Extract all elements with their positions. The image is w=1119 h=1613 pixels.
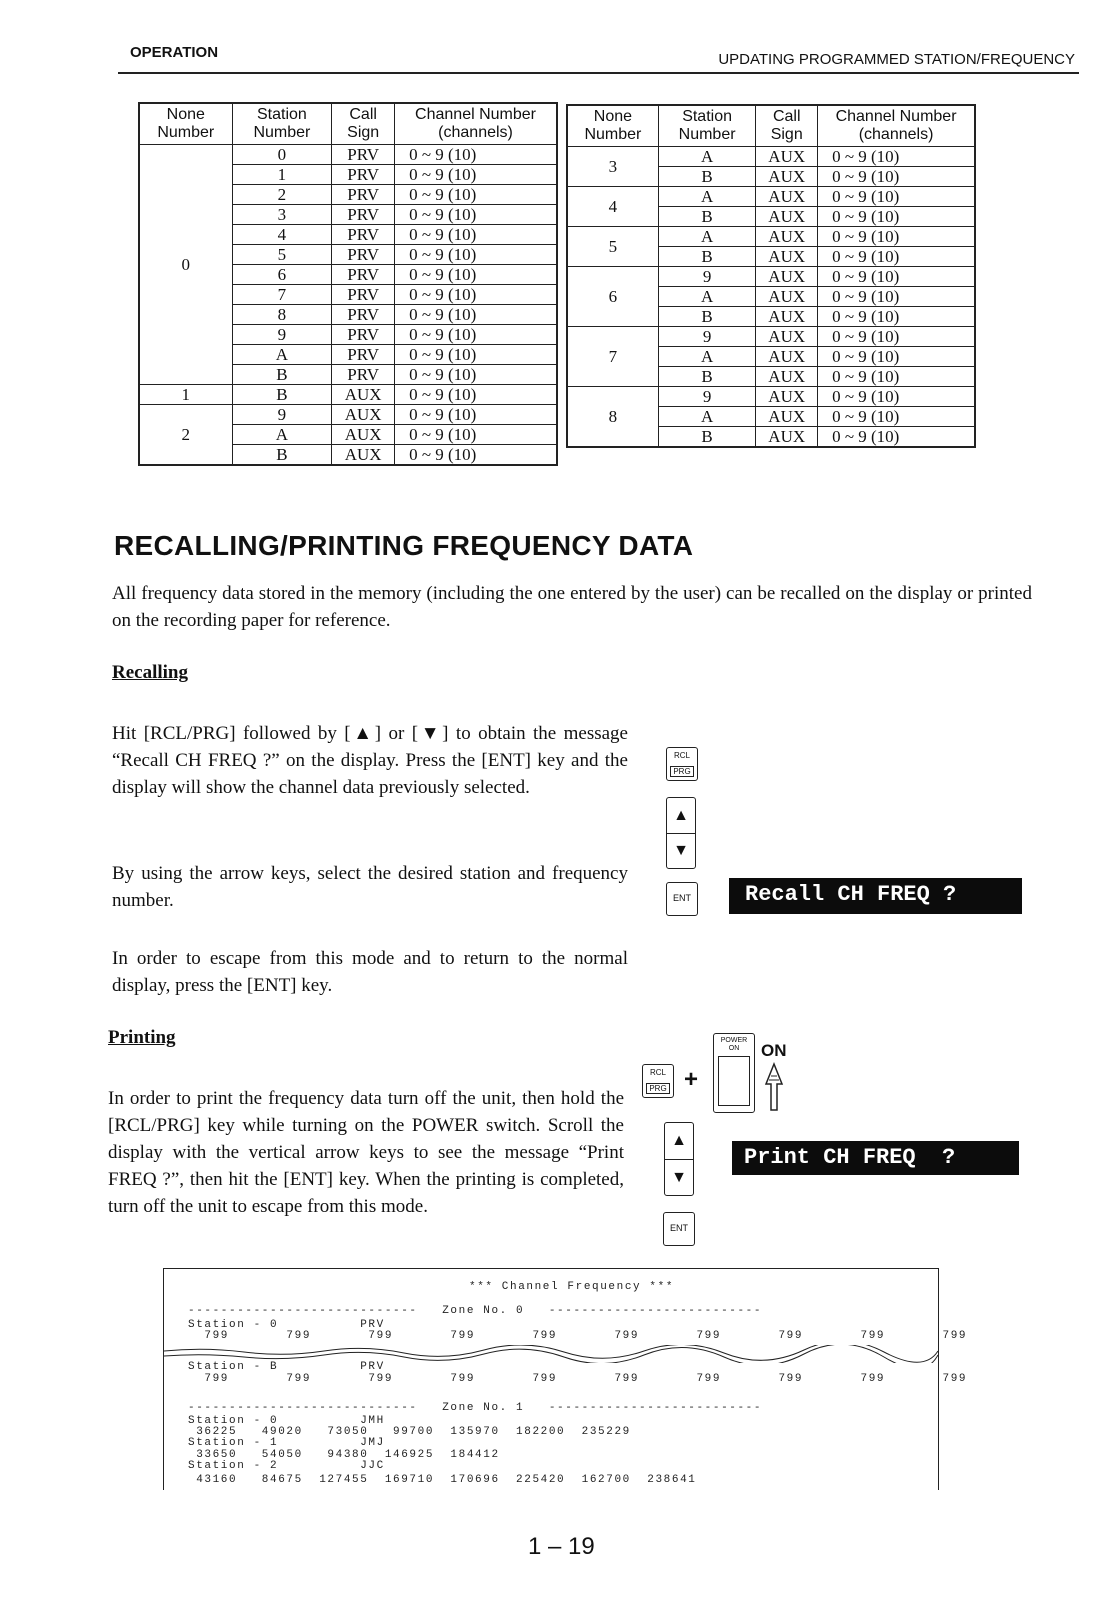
call-sign-cell: AUX — [756, 427, 818, 448]
channel-number-cell: 0 ~ 9 (10) — [818, 147, 975, 167]
printout-title: *** Channel Frequency *** — [469, 1281, 675, 1293]
call-sign-cell: PRV — [332, 205, 395, 225]
down-arrow-key[interactable]: ▼ — [665, 1159, 693, 1195]
channel-number-cell: 0 ~ 9 (10) — [395, 265, 557, 285]
station-number-cell: B — [658, 167, 756, 187]
station-number-cell: A — [232, 425, 332, 445]
channel-number-cell: 0 ~ 9 (10) — [818, 347, 975, 367]
printout-line: Station - B PRV — [188, 1361, 385, 1373]
recall-lcd-display: Recall CH FREQ ? — [729, 878, 1022, 914]
printout-line: 799 799 799 799 799 799 799 799 799 799 — [188, 1373, 968, 1385]
channel-number-cell: 0 ~ 9 (10) — [818, 367, 975, 387]
station-number-cell: A — [658, 347, 756, 367]
col-header-channel: Channel Number (channels) — [395, 103, 557, 145]
call-sign-cell: AUX — [756, 387, 818, 407]
recalling-paragraph-1: Hit [RCL/PRG] followed by [▲] or [▼] to obtain the message “Recall CH FREQ ?” on the display. Press the [ENT] key and the display will show the channel data previously selected. — [112, 723, 628, 798]
ent-key-label: ENT — [670, 1223, 688, 1233]
station-number-cell: 0 — [232, 145, 332, 165]
channel-number-cell: 0 ~ 9 (10) — [395, 405, 557, 425]
rcl-key-label: RCL — [649, 1068, 666, 1077]
power-on-label: ON — [728, 1045, 740, 1052]
col-header-channel: Channel Number (channels) — [818, 105, 975, 147]
station-number-cell: 6 — [232, 265, 332, 285]
channel-number-cell: 0 ~ 9 (10) — [395, 385, 557, 405]
station-number-cell: A — [658, 227, 756, 247]
col-header-call: Call Sign — [756, 105, 818, 147]
channel-number-cell: 0 ~ 9 (10) — [395, 165, 557, 185]
station-number-cell: B — [232, 365, 332, 385]
station-number-cell: 9 — [232, 405, 332, 425]
header-rule — [118, 72, 1079, 74]
zone-number-cell: 3 — [567, 147, 658, 187]
zone-table-row — [567, 327, 975, 347]
call-sign-cell: AUX — [756, 307, 818, 327]
col-header-zone: None Number — [139, 103, 232, 145]
channel-number-cell: 0 ~ 9 (10) — [395, 345, 557, 365]
station-number-cell: A — [658, 147, 756, 167]
call-sign-cell: AUX — [756, 327, 818, 347]
col-header-call: Call Sign — [332, 103, 395, 145]
call-sign-cell: PRV — [332, 165, 395, 185]
zone-table-row — [567, 227, 975, 247]
station-number-cell: 8 — [232, 305, 332, 325]
station-number-cell: 3 — [232, 205, 332, 225]
recalling-paragraph-3: In order to escape from this mode and to return to the normal display, press the [ENT] key. — [112, 948, 628, 996]
plus-sign: + — [684, 1066, 699, 1093]
page-number: 1 – 19 — [528, 1533, 595, 1560]
col-header-station: Station Number — [232, 103, 332, 145]
zone-table-right-body — [567, 147, 975, 448]
printout-line: 33650 54050 94380 146925 184412 — [188, 1449, 500, 1461]
station-number-cell: B — [658, 427, 756, 448]
station-number-cell: B — [658, 247, 756, 267]
station-number-cell: 5 — [232, 245, 332, 265]
call-sign-cell: PRV — [332, 245, 395, 265]
power-rocker — [718, 1056, 750, 1106]
channel-number-cell: 0 ~ 9 (10) — [818, 387, 975, 407]
call-sign-cell: AUX — [756, 287, 818, 307]
recalling-heading: Recalling — [112, 662, 188, 683]
ent-key[interactable] — [666, 882, 698, 916]
printout-line: Station - 0 JMH — [188, 1415, 385, 1427]
rcl-key-label: RCL — [673, 751, 690, 760]
zone-number-cell: 0 — [139, 145, 232, 385]
zone-table-right — [566, 104, 976, 448]
printout-line: 43160 84675 127455 169710 170696 225420 162700 238641 — [188, 1474, 697, 1486]
channel-number-cell: 0 ~ 9 (10) — [395, 445, 557, 466]
call-sign-cell: PRV — [332, 325, 395, 345]
station-number-cell: 7 — [232, 285, 332, 305]
channel-number-cell: 0 ~ 9 (10) — [395, 305, 557, 325]
station-number-cell: 9 — [658, 387, 756, 407]
channel-number-cell: 0 ~ 9 (10) — [395, 325, 557, 345]
call-sign-cell: AUX — [332, 425, 395, 445]
power-on-indicator: ON — [761, 1041, 787, 1060]
zone-table-row — [567, 387, 975, 407]
station-number-cell: 9 — [658, 267, 756, 287]
zone-table-row — [567, 187, 975, 207]
station-number-cell: A — [232, 345, 332, 365]
zone-table-row — [139, 385, 557, 405]
channel-number-cell: 0 ~ 9 (10) — [818, 427, 975, 448]
printing-paragraph: In order to print the frequency data turn off the unit, then hold the [RCL/PRG] key while turning on the POWER switch. Scroll the display with the vertical arrow keys to see the message “Print FREQ ?”, then hit the [ENT] key. When the printing is completed, turn off the unit to escape from this mode. — [108, 1088, 624, 1217]
arrow-keys-print — [664, 1122, 694, 1196]
call-sign-cell: PRV — [332, 345, 395, 365]
call-sign-cell: PRV — [332, 145, 395, 165]
channel-number-cell: 0 ~ 9 (10) — [818, 187, 975, 207]
call-sign-cell: PRV — [332, 305, 395, 325]
call-sign-cell: AUX — [332, 445, 395, 466]
zone-table-left — [138, 102, 558, 466]
call-sign-cell: PRV — [332, 365, 395, 385]
printout-line: Station - 1 JMJ — [188, 1437, 385, 1449]
call-sign-cell: AUX — [756, 227, 818, 247]
col-header-zone: None Number — [567, 105, 658, 147]
station-number-cell: A — [658, 187, 756, 207]
station-number-cell: 9 — [232, 325, 332, 345]
channel-number-cell: 0 ~ 9 (10) — [395, 185, 557, 205]
channel-number-cell: 0 ~ 9 (10) — [395, 285, 557, 305]
channel-number-cell: 0 ~ 9 (10) — [818, 307, 975, 327]
zone-table-row — [139, 145, 557, 165]
call-sign-cell: PRV — [332, 285, 395, 305]
call-sign-cell: AUX — [756, 147, 818, 167]
zone-number-cell: 7 — [567, 327, 658, 387]
channel-number-cell: 0 ~ 9 (10) — [818, 267, 975, 287]
printout-zone1-separator: ---------------------------- Zone No. 1 -------------------------- — [188, 1402, 763, 1414]
channel-number-cell: 0 ~ 9 (10) — [395, 425, 557, 445]
printout-line: Station - 2 JJC — [188, 1460, 385, 1472]
station-number-cell: 1 — [232, 165, 332, 185]
zone-table-row — [567, 267, 975, 287]
channel-number-cell: 0 ~ 9 (10) — [818, 407, 975, 427]
channel-number-cell: 0 ~ 9 (10) — [395, 365, 557, 385]
call-sign-cell: PRV — [332, 225, 395, 245]
channel-number-cell: 0 ~ 9 (10) — [395, 225, 557, 245]
channel-number-cell: 0 ~ 9 (10) — [818, 167, 975, 187]
call-sign-cell: PRV — [332, 185, 395, 205]
zone-number-cell: 4 — [567, 187, 658, 227]
call-sign-cell: PRV — [332, 265, 395, 285]
channel-number-cell: 0 ~ 9 (10) — [818, 287, 975, 307]
zone-number-cell: 5 — [567, 227, 658, 267]
zone-table-row — [567, 147, 975, 167]
channel-number-cell: 0 ~ 9 (10) — [818, 327, 975, 347]
recalling-paragraph-2: By using the arrow keys, select the desired station and frequency number. — [112, 863, 628, 911]
station-number-cell: B — [232, 445, 332, 466]
call-sign-cell: AUX — [756, 407, 818, 427]
station-number-cell: B — [232, 385, 332, 405]
rcl-prg-key-print[interactable] — [642, 1064, 674, 1098]
station-number-cell: A — [658, 287, 756, 307]
printing-heading: Printing — [108, 1027, 176, 1048]
zone-table-header — [567, 105, 975, 147]
printout-zone0-separator: ---------------------------- Zone No. 0 -------------------------- — [188, 1305, 763, 1317]
call-sign-cell: AUX — [756, 247, 818, 267]
call-sign-cell: AUX — [756, 347, 818, 367]
ent-key-print[interactable] — [663, 1212, 695, 1246]
printout-line: 799 799 799 799 799 799 799 799 799 799 — [188, 1330, 968, 1342]
call-sign-cell: AUX — [756, 187, 818, 207]
channel-number-cell: 0 ~ 9 (10) — [818, 247, 975, 267]
channel-number-cell: 0 ~ 9 (10) — [818, 227, 975, 247]
station-number-cell: A — [658, 407, 756, 427]
arrow-keys — [666, 797, 696, 869]
call-sign-cell: AUX — [332, 405, 395, 425]
station-number-cell: 4 — [232, 225, 332, 245]
channel-number-cell: 0 ~ 9 (10) — [818, 207, 975, 227]
call-sign-cell: AUX — [756, 207, 818, 227]
zone-table-row — [139, 405, 557, 425]
station-number-cell: B — [658, 367, 756, 387]
down-arrow-key[interactable]: ▼ — [667, 833, 695, 868]
printout-sample — [163, 1268, 968, 1490]
call-sign-cell: AUX — [756, 367, 818, 387]
zone-number-cell: 6 — [567, 267, 658, 327]
section-title: RECALLING/PRINTING FREQUENCY DATA — [114, 530, 694, 561]
channel-number-cell: 0 ~ 9 (10) — [395, 145, 557, 165]
zone-number-cell: 2 — [139, 405, 232, 466]
col-header-station: Station Number — [658, 105, 756, 147]
call-sign-cell: AUX — [756, 267, 818, 287]
call-sign-cell: AUX — [756, 167, 818, 187]
ent-key-label: ENT — [673, 893, 691, 903]
channel-number-cell: 0 ~ 9 (10) — [395, 245, 557, 265]
printout-line: Station - 0 PRV — [188, 1319, 385, 1331]
power-label: POWER — [720, 1037, 748, 1044]
section-header-right: UPDATING PROGRAMMED STATION/FREQUENCY — [718, 51, 1075, 68]
station-number-cell: B — [658, 207, 756, 227]
up-arrow-key[interactable]: ▲ — [671, 1132, 687, 1149]
call-sign-cell: AUX — [332, 385, 395, 405]
station-number-cell: B — [658, 307, 756, 327]
power-switch[interactable] — [713, 1033, 755, 1113]
station-number-cell: 9 — [658, 327, 756, 347]
printout-line: 36225 49020 73050 99700 135970 182200 235229 — [188, 1426, 631, 1438]
section-header-left: OPERATION — [130, 44, 219, 61]
prg-key-label: PRG — [670, 766, 694, 777]
print-lcd-display: Print CH FREQ ? — [732, 1141, 1019, 1175]
zone-table-header — [139, 103, 557, 145]
intro-paragraph: All frequency data stored in the memory (including the one entered by the user) can be recalled on the display or printed on the recording paper for reference. — [112, 583, 1032, 631]
station-number-cell: 2 — [232, 185, 332, 205]
rcl-prg-key[interactable] — [666, 747, 698, 781]
zone-table-left-body — [139, 145, 557, 466]
zone-number-cell: 8 — [567, 387, 658, 448]
channel-number-cell: 0 ~ 9 (10) — [395, 205, 557, 225]
up-arrow-icon — [763, 1062, 785, 1112]
up-arrow-key[interactable]: ▲ — [673, 806, 689, 824]
zone-number-cell: 1 — [139, 385, 232, 405]
prg-key-label: PRG — [646, 1083, 670, 1094]
